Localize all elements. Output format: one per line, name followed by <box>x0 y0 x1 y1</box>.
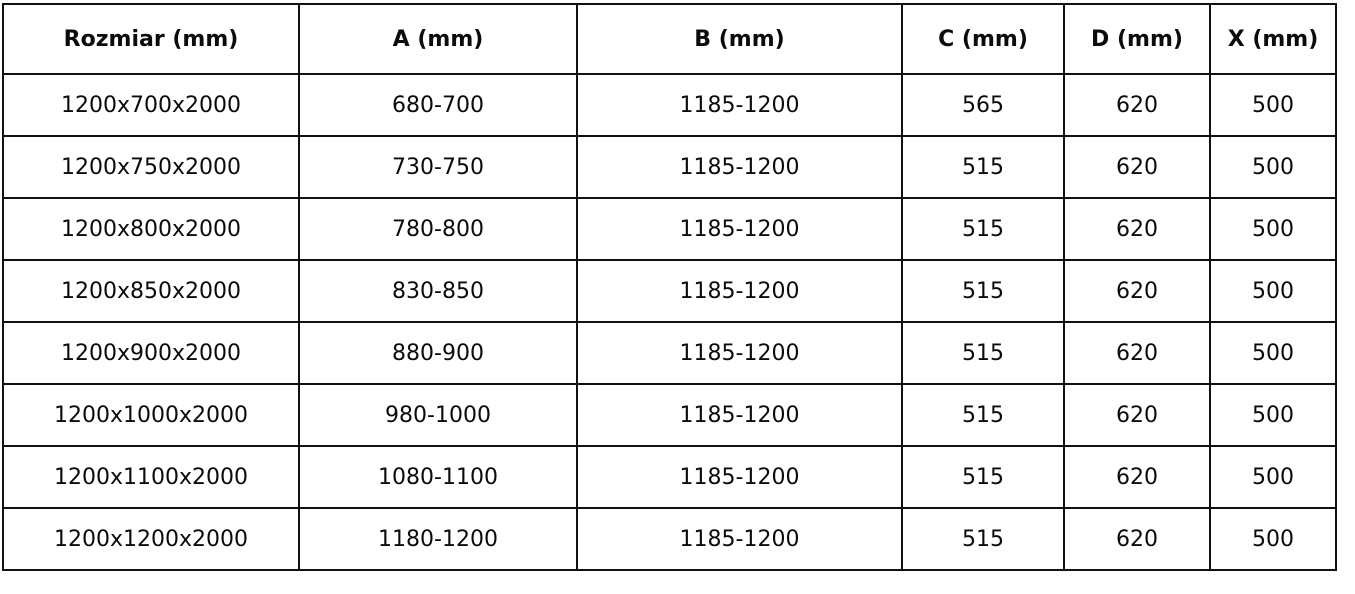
cell-b: 1185-1200 <box>577 508 902 570</box>
cell-d: 620 <box>1064 384 1210 446</box>
cell-rozmiar: 1200x1000x2000 <box>3 384 299 446</box>
table-header-row <box>3 4 1336 74</box>
cell-rozmiar: 1200x750x2000 <box>3 136 299 198</box>
cell-d: 620 <box>1064 260 1210 322</box>
cell-c: 515 <box>902 446 1064 508</box>
cell-c: 515 <box>902 136 1064 198</box>
specification-table <box>2 3 1337 571</box>
cell-a: 1180-1200 <box>299 508 577 570</box>
table-header <box>3 4 1336 74</box>
cell-c: 515 <box>902 198 1064 260</box>
column-header-d: D (mm) <box>1064 4 1210 74</box>
cell-d: 620 <box>1064 198 1210 260</box>
cell-rozmiar: 1200x1200x2000 <box>3 508 299 570</box>
cell-x: 500 <box>1210 446 1336 508</box>
table-row <box>3 384 1336 446</box>
cell-b: 1185-1200 <box>577 136 902 198</box>
cell-x: 500 <box>1210 322 1336 384</box>
table-row <box>3 260 1336 322</box>
cell-x: 500 <box>1210 74 1336 136</box>
cell-b: 1185-1200 <box>577 260 902 322</box>
cell-c: 565 <box>902 74 1064 136</box>
cell-c: 515 <box>902 384 1064 446</box>
cell-x: 500 <box>1210 384 1336 446</box>
cell-d: 620 <box>1064 508 1210 570</box>
table-row <box>3 322 1336 384</box>
table-row <box>3 136 1336 198</box>
cell-c: 515 <box>902 260 1064 322</box>
cell-x: 500 <box>1210 136 1336 198</box>
cell-rozmiar: 1200x700x2000 <box>3 74 299 136</box>
table-row <box>3 198 1336 260</box>
cell-d: 620 <box>1064 74 1210 136</box>
cell-rozmiar: 1200x850x2000 <box>3 260 299 322</box>
cell-d: 620 <box>1064 322 1210 384</box>
column-header-b: B (mm) <box>577 4 902 74</box>
cell-a: 830-850 <box>299 260 577 322</box>
cell-a: 780-800 <box>299 198 577 260</box>
table-body <box>3 74 1336 570</box>
cell-rozmiar: 1200x900x2000 <box>3 322 299 384</box>
cell-a: 980-1000 <box>299 384 577 446</box>
table-row <box>3 446 1336 508</box>
cell-a: 880-900 <box>299 322 577 384</box>
column-header-x: X (mm) <box>1210 4 1336 74</box>
cell-d: 620 <box>1064 446 1210 508</box>
cell-b: 1185-1200 <box>577 322 902 384</box>
cell-b: 1185-1200 <box>577 74 902 136</box>
cell-b: 1185-1200 <box>577 198 902 260</box>
table-row <box>3 74 1336 136</box>
cell-a: 680-700 <box>299 74 577 136</box>
cell-rozmiar: 1200x800x2000 <box>3 198 299 260</box>
cell-c: 515 <box>902 322 1064 384</box>
table-row <box>3 508 1336 570</box>
cell-x: 500 <box>1210 260 1336 322</box>
cell-rozmiar: 1200x1100x2000 <box>3 446 299 508</box>
specification-table-container <box>0 3 1355 594</box>
cell-a: 730-750 <box>299 136 577 198</box>
cell-b: 1185-1200 <box>577 446 902 508</box>
cell-c: 515 <box>902 508 1064 570</box>
column-header-a: A (mm) <box>299 4 577 74</box>
cell-x: 500 <box>1210 508 1336 570</box>
cell-a: 1080-1100 <box>299 446 577 508</box>
column-header-c: C (mm) <box>902 4 1064 74</box>
cell-x: 500 <box>1210 198 1336 260</box>
column-header-rozmiar: Rozmiar (mm) <box>3 4 299 74</box>
cell-b: 1185-1200 <box>577 384 902 446</box>
cell-d: 620 <box>1064 136 1210 198</box>
